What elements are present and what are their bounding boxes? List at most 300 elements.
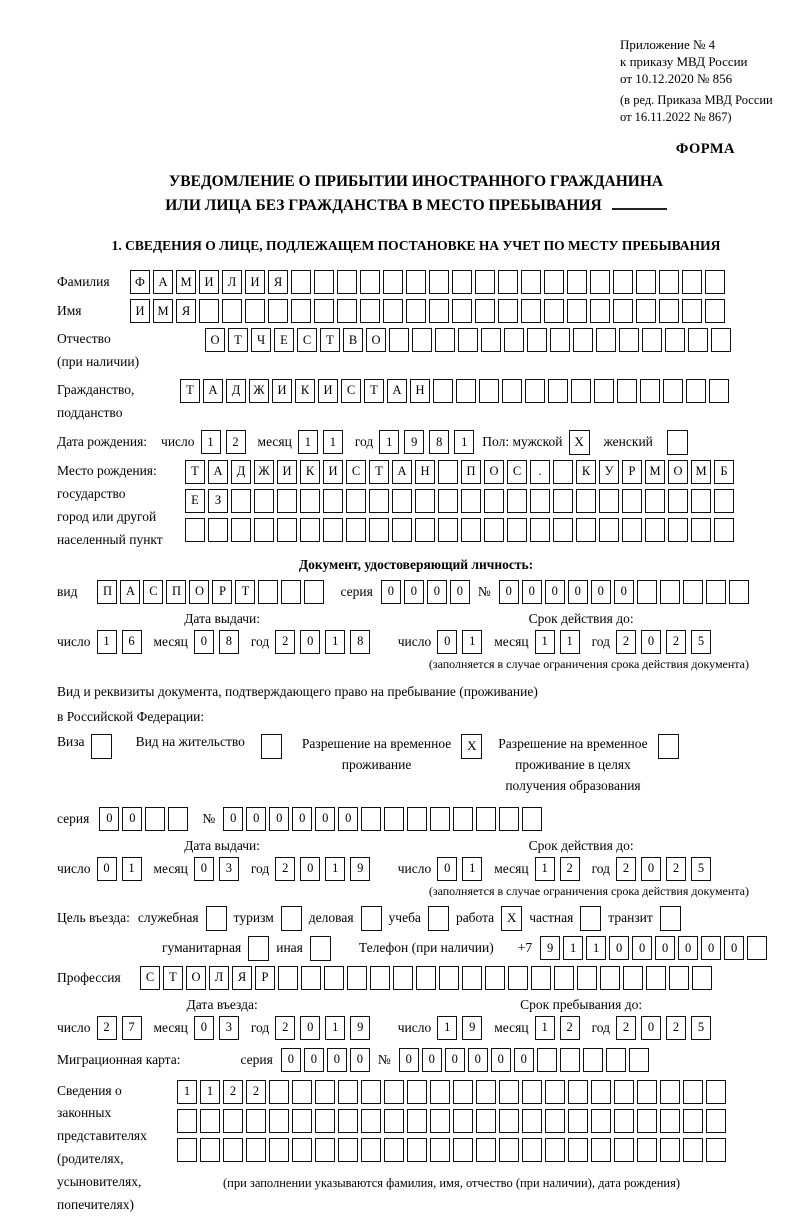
option-checkbox[interactable] (281, 906, 302, 931)
char-box[interactable] (484, 518, 504, 542)
char-box[interactable] (258, 580, 278, 604)
char-box[interactable]: 1 (379, 430, 399, 454)
char-box[interactable] (370, 966, 390, 990)
char-box[interactable] (406, 270, 426, 294)
char-box[interactable] (665, 328, 685, 352)
char-box[interactable] (637, 1109, 657, 1133)
char-box[interactable]: 9 (404, 430, 424, 454)
char-box[interactable]: 0 (350, 1048, 370, 1072)
char-box[interactable] (590, 299, 610, 323)
option-checkbox[interactable] (206, 906, 227, 931)
char-box[interactable]: О (668, 460, 688, 484)
char-box[interactable] (544, 270, 564, 294)
char-box[interactable] (292, 1138, 312, 1162)
char-box[interactable]: 5 (691, 1016, 711, 1040)
char-box[interactable]: 2 (616, 630, 636, 654)
char-box[interactable] (499, 807, 519, 831)
char-box[interactable]: К (576, 460, 596, 484)
char-box[interactable]: Р (255, 966, 275, 990)
char-box[interactable] (346, 518, 366, 542)
char-box[interactable] (254, 518, 274, 542)
char-box[interactable] (323, 489, 343, 513)
char-box[interactable] (369, 489, 389, 513)
char-box[interactable] (594, 379, 614, 403)
char-box[interactable] (453, 807, 473, 831)
char-box[interactable] (246, 1138, 266, 1162)
char-box[interactable] (231, 518, 251, 542)
char-box[interactable]: 0 (655, 936, 675, 960)
char-box[interactable] (636, 270, 656, 294)
char-box[interactable]: О (366, 328, 386, 352)
option-checkbox[interactable]: X (501, 906, 522, 931)
char-box[interactable]: О (205, 328, 225, 352)
char-box[interactable]: 0 (641, 857, 661, 881)
char-box[interactable]: 1 (535, 857, 555, 881)
char-box[interactable] (383, 299, 403, 323)
char-box[interactable] (323, 518, 343, 542)
char-box[interactable] (683, 580, 703, 604)
sex-female-checkbox[interactable] (667, 430, 688, 455)
char-box[interactable] (384, 807, 404, 831)
char-box[interactable]: М (176, 270, 196, 294)
char-box[interactable] (415, 489, 435, 513)
char-box[interactable]: 0 (223, 807, 243, 831)
char-box[interactable] (507, 518, 527, 542)
char-box[interactable]: 0 (514, 1048, 534, 1072)
char-box[interactable] (361, 1109, 381, 1133)
char-box[interactable]: 1 (122, 857, 142, 881)
char-box[interactable]: 0 (315, 807, 335, 831)
char-box[interactable] (691, 489, 711, 513)
char-box[interactable]: 9 (540, 936, 560, 960)
char-box[interactable] (576, 489, 596, 513)
char-box[interactable] (646, 966, 666, 990)
char-box[interactable]: 1 (437, 1016, 457, 1040)
char-box[interactable]: 2 (616, 1016, 636, 1040)
char-box[interactable]: С (297, 328, 317, 352)
char-box[interactable] (407, 1109, 427, 1133)
char-box[interactable]: Д (226, 379, 246, 403)
char-box[interactable] (361, 1138, 381, 1162)
char-box[interactable] (300, 489, 320, 513)
char-box[interactable]: 0 (632, 936, 652, 960)
char-box[interactable]: 0 (445, 1048, 465, 1072)
char-box[interactable]: 1 (325, 857, 345, 881)
char-box[interactable] (429, 270, 449, 294)
char-box[interactable] (645, 489, 665, 513)
char-box[interactable] (660, 1080, 680, 1104)
citizenship-input[interactable] (180, 379, 729, 403)
char-box[interactable] (453, 1138, 473, 1162)
char-box[interactable]: 5 (691, 857, 711, 881)
char-box[interactable] (145, 807, 165, 831)
char-box[interactable] (392, 518, 412, 542)
surname-input[interactable] (130, 270, 725, 294)
doc-number-input[interactable] (499, 580, 749, 604)
char-box[interactable]: 0 (292, 807, 312, 831)
char-box[interactable]: Н (415, 460, 435, 484)
char-box[interactable]: 0 (300, 857, 320, 881)
char-box[interactable]: 0 (269, 807, 289, 831)
char-box[interactable] (292, 1109, 312, 1133)
char-box[interactable] (530, 518, 550, 542)
char-box[interactable]: Ф (130, 270, 150, 294)
char-box[interactable]: 0 (304, 1048, 324, 1072)
char-box[interactable] (683, 1080, 703, 1104)
char-box[interactable] (338, 1080, 358, 1104)
char-box[interactable]: Л (222, 270, 242, 294)
char-box[interactable] (663, 379, 683, 403)
char-box[interactable] (591, 1109, 611, 1133)
char-box[interactable] (502, 379, 522, 403)
char-box[interactable] (208, 518, 228, 542)
char-box[interactable]: 2 (666, 1016, 686, 1040)
char-box[interactable] (393, 966, 413, 990)
char-box[interactable] (222, 299, 242, 323)
char-box[interactable]: 0 (591, 580, 611, 604)
char-box[interactable] (705, 299, 725, 323)
char-box[interactable] (485, 966, 505, 990)
char-box[interactable] (617, 379, 637, 403)
char-box[interactable] (590, 270, 610, 294)
char-box[interactable]: 1 (298, 430, 318, 454)
char-box[interactable] (199, 299, 219, 323)
char-box[interactable]: И (323, 460, 343, 484)
char-box[interactable] (600, 966, 620, 990)
char-box[interactable] (185, 518, 205, 542)
char-box[interactable]: Т (364, 379, 384, 403)
stay-doc-series-input[interactable] (99, 807, 188, 831)
char-box[interactable] (361, 807, 381, 831)
char-box[interactable] (281, 580, 301, 604)
char-box[interactable] (614, 1080, 634, 1104)
option-checkbox[interactable] (660, 906, 681, 931)
char-box[interactable] (383, 270, 403, 294)
char-box[interactable] (573, 328, 593, 352)
char-box[interactable]: М (691, 460, 711, 484)
char-box[interactable] (435, 328, 455, 352)
char-box[interactable]: 0 (545, 580, 565, 604)
char-box[interactable]: Т (320, 328, 340, 352)
char-box[interactable] (591, 1080, 611, 1104)
char-box[interactable]: 0 (300, 1016, 320, 1040)
char-box[interactable]: А (120, 580, 140, 604)
char-box[interactable] (277, 489, 297, 513)
char-box[interactable]: А (153, 270, 173, 294)
representatives-input-row1[interactable] (177, 1080, 726, 1104)
char-box[interactable] (407, 1080, 427, 1104)
char-box[interactable]: 1 (454, 430, 474, 454)
char-box[interactable]: 0 (609, 936, 629, 960)
char-box[interactable] (475, 270, 495, 294)
char-box[interactable] (338, 1109, 358, 1133)
char-box[interactable] (475, 299, 495, 323)
char-box[interactable]: 1 (325, 630, 345, 654)
migration-series-input[interactable] (281, 1048, 370, 1072)
char-box[interactable]: Т (180, 379, 200, 403)
char-box[interactable] (360, 270, 380, 294)
char-box[interactable] (571, 379, 591, 403)
char-box[interactable] (709, 379, 729, 403)
char-box[interactable]: О (189, 580, 209, 604)
char-box[interactable] (484, 489, 504, 513)
char-box[interactable]: 8 (429, 430, 449, 454)
char-box[interactable] (430, 1109, 450, 1133)
char-box[interactable]: М (645, 460, 665, 484)
char-box[interactable]: 0 (701, 936, 721, 960)
char-box[interactable] (668, 489, 688, 513)
char-box[interactable]: 1 (325, 1016, 345, 1040)
char-box[interactable] (278, 966, 298, 990)
char-box[interactable]: 9 (350, 857, 370, 881)
char-box[interactable] (577, 966, 597, 990)
char-box[interactable] (521, 270, 541, 294)
char-box[interactable] (544, 299, 564, 323)
char-box[interactable]: 1 (462, 630, 482, 654)
char-box[interactable] (714, 489, 734, 513)
char-box[interactable]: С (346, 460, 366, 484)
char-box[interactable] (553, 489, 573, 513)
patronymic-input[interactable] (205, 328, 731, 352)
migration-number-input[interactable] (399, 1048, 649, 1072)
char-box[interactable] (599, 489, 619, 513)
char-box[interactable] (430, 807, 450, 831)
char-box[interactable] (416, 966, 436, 990)
char-box[interactable] (304, 580, 324, 604)
char-box[interactable]: К (295, 379, 315, 403)
char-box[interactable]: 0 (338, 807, 358, 831)
char-box[interactable]: Т (163, 966, 183, 990)
char-box[interactable] (458, 328, 478, 352)
char-box[interactable] (168, 807, 188, 831)
char-box[interactable]: Я (176, 299, 196, 323)
phone-input[interactable] (540, 936, 767, 960)
char-box[interactable] (452, 299, 472, 323)
char-box[interactable] (392, 489, 412, 513)
char-box[interactable]: 2 (666, 630, 686, 654)
char-box[interactable]: 0 (381, 580, 401, 604)
char-box[interactable] (568, 1080, 588, 1104)
char-box[interactable] (622, 518, 642, 542)
char-box[interactable] (504, 328, 524, 352)
char-box[interactable] (599, 518, 619, 542)
char-box[interactable] (315, 1080, 335, 1104)
char-box[interactable] (412, 328, 432, 352)
char-box[interactable] (337, 270, 357, 294)
char-box[interactable] (596, 328, 616, 352)
char-box[interactable]: П (461, 460, 481, 484)
char-box[interactable] (360, 299, 380, 323)
char-box[interactable] (623, 966, 643, 990)
char-box[interactable]: 0 (404, 580, 424, 604)
char-box[interactable] (714, 518, 734, 542)
char-box[interactable] (525, 379, 545, 403)
char-box[interactable]: С (140, 966, 160, 990)
char-box[interactable] (567, 299, 587, 323)
char-box[interactable]: А (387, 379, 407, 403)
char-box[interactable] (591, 1138, 611, 1162)
char-box[interactable] (429, 299, 449, 323)
char-box[interactable] (629, 1048, 649, 1072)
char-box[interactable] (683, 1138, 703, 1162)
char-box[interactable]: 2 (223, 1080, 243, 1104)
char-box[interactable] (461, 489, 481, 513)
char-box[interactable]: Ж (254, 460, 274, 484)
char-box[interactable] (407, 807, 427, 831)
char-box[interactable] (433, 379, 453, 403)
char-box[interactable]: Д (231, 460, 251, 484)
char-box[interactable] (476, 1080, 496, 1104)
char-box[interactable]: 1 (201, 430, 221, 454)
char-box[interactable] (337, 299, 357, 323)
char-box[interactable] (553, 460, 573, 484)
char-box[interactable] (522, 1109, 542, 1133)
char-box[interactable] (683, 1109, 703, 1133)
char-box[interactable]: 1 (586, 936, 606, 960)
char-box[interactable]: 0 (724, 936, 744, 960)
char-box[interactable]: 1 (97, 630, 117, 654)
char-box[interactable] (338, 1138, 358, 1162)
char-box[interactable] (568, 1109, 588, 1133)
char-box[interactable]: 0 (327, 1048, 347, 1072)
char-box[interactable] (324, 966, 344, 990)
char-box[interactable] (527, 328, 547, 352)
char-box[interactable] (560, 1048, 580, 1072)
char-box[interactable] (269, 1080, 289, 1104)
char-box[interactable] (548, 379, 568, 403)
char-box[interactable] (476, 1109, 496, 1133)
birthplace-input-row2[interactable] (185, 489, 734, 513)
char-box[interactable] (531, 966, 551, 990)
char-box[interactable] (613, 270, 633, 294)
char-box[interactable] (660, 1109, 680, 1133)
char-box[interactable]: И (272, 379, 292, 403)
char-box[interactable] (200, 1109, 220, 1133)
char-box[interactable]: 0 (194, 1016, 214, 1040)
char-box[interactable]: С (507, 460, 527, 484)
char-box[interactable] (545, 1080, 565, 1104)
char-box[interactable]: А (392, 460, 412, 484)
char-box[interactable]: У (599, 460, 619, 484)
stay-doc-number-input[interactable] (223, 807, 542, 831)
char-box[interactable] (453, 1080, 473, 1104)
char-box[interactable] (669, 966, 689, 990)
char-box[interactable] (659, 299, 679, 323)
char-box[interactable]: Т (228, 328, 248, 352)
char-box[interactable] (499, 1080, 519, 1104)
char-box[interactable]: П (97, 580, 117, 604)
char-box[interactable]: И (318, 379, 338, 403)
char-box[interactable]: 8 (219, 630, 239, 654)
char-box[interactable]: О (186, 966, 206, 990)
char-box[interactable] (636, 299, 656, 323)
char-box[interactable] (688, 328, 708, 352)
option-checkbox[interactable] (361, 906, 382, 931)
char-box[interactable] (438, 489, 458, 513)
char-box[interactable]: Т (235, 580, 255, 604)
char-box[interactable]: 0 (641, 1016, 661, 1040)
profession-input[interactable] (140, 966, 712, 990)
char-box[interactable] (576, 518, 596, 542)
option-checkbox[interactable] (580, 906, 601, 931)
char-box[interactable] (637, 1080, 657, 1104)
char-box[interactable] (177, 1138, 197, 1162)
char-box[interactable]: Т (185, 460, 205, 484)
char-box[interactable] (660, 1138, 680, 1162)
char-box[interactable]: 1 (200, 1080, 220, 1104)
char-box[interactable]: 1 (563, 936, 583, 960)
char-box[interactable]: П (166, 580, 186, 604)
char-box[interactable] (637, 580, 657, 604)
char-box[interactable]: 2 (275, 630, 295, 654)
char-box[interactable] (315, 1138, 335, 1162)
char-box[interactable]: 2 (275, 857, 295, 881)
char-box[interactable] (462, 966, 482, 990)
char-box[interactable] (613, 299, 633, 323)
char-box[interactable] (406, 299, 426, 323)
char-box[interactable] (254, 489, 274, 513)
char-box[interactable]: 7 (122, 1016, 142, 1040)
char-box[interactable] (269, 1109, 289, 1133)
char-box[interactable]: 1 (323, 430, 343, 454)
char-box[interactable]: 1 (177, 1080, 197, 1104)
char-box[interactable] (706, 1080, 726, 1104)
char-box[interactable] (568, 1138, 588, 1162)
char-box[interactable] (614, 1109, 634, 1133)
char-box[interactable] (507, 489, 527, 513)
char-box[interactable] (300, 518, 320, 542)
option-checkbox[interactable] (310, 936, 331, 961)
char-box[interactable]: 0 (437, 630, 457, 654)
char-box[interactable] (347, 966, 367, 990)
char-box[interactable] (498, 299, 518, 323)
char-box[interactable] (686, 379, 706, 403)
char-box[interactable]: И (130, 299, 150, 323)
char-box[interactable]: 1 (535, 630, 555, 654)
char-box[interactable]: 0 (194, 630, 214, 654)
char-box[interactable]: 0 (450, 580, 470, 604)
char-box[interactable] (622, 489, 642, 513)
char-box[interactable] (706, 1138, 726, 1162)
char-box[interactable]: 8 (350, 630, 370, 654)
char-box[interactable]: 9 (462, 1016, 482, 1040)
char-box[interactable] (384, 1109, 404, 1133)
char-box[interactable] (438, 518, 458, 542)
char-box[interactable] (508, 966, 528, 990)
char-box[interactable]: 0 (194, 857, 214, 881)
char-box[interactable]: К (300, 460, 320, 484)
char-box[interactable]: 0 (99, 807, 119, 831)
char-box[interactable]: Б (714, 460, 734, 484)
char-box[interactable] (384, 1138, 404, 1162)
representatives-input-row2[interactable] (177, 1109, 726, 1133)
char-box[interactable] (645, 518, 665, 542)
char-box[interactable] (301, 966, 321, 990)
char-box[interactable]: 0 (468, 1048, 488, 1072)
char-box[interactable] (682, 299, 702, 323)
char-box[interactable] (389, 328, 409, 352)
char-box[interactable]: 0 (122, 807, 142, 831)
char-box[interactable] (223, 1109, 243, 1133)
char-box[interactable] (479, 379, 499, 403)
char-box[interactable]: 1 (535, 1016, 555, 1040)
char-box[interactable]: Е (274, 328, 294, 352)
char-box[interactable] (499, 1109, 519, 1133)
char-box[interactable]: 0 (281, 1048, 301, 1072)
char-box[interactable]: Н (410, 379, 430, 403)
char-box[interactable]: 0 (97, 857, 117, 881)
char-box[interactable]: И (245, 270, 265, 294)
